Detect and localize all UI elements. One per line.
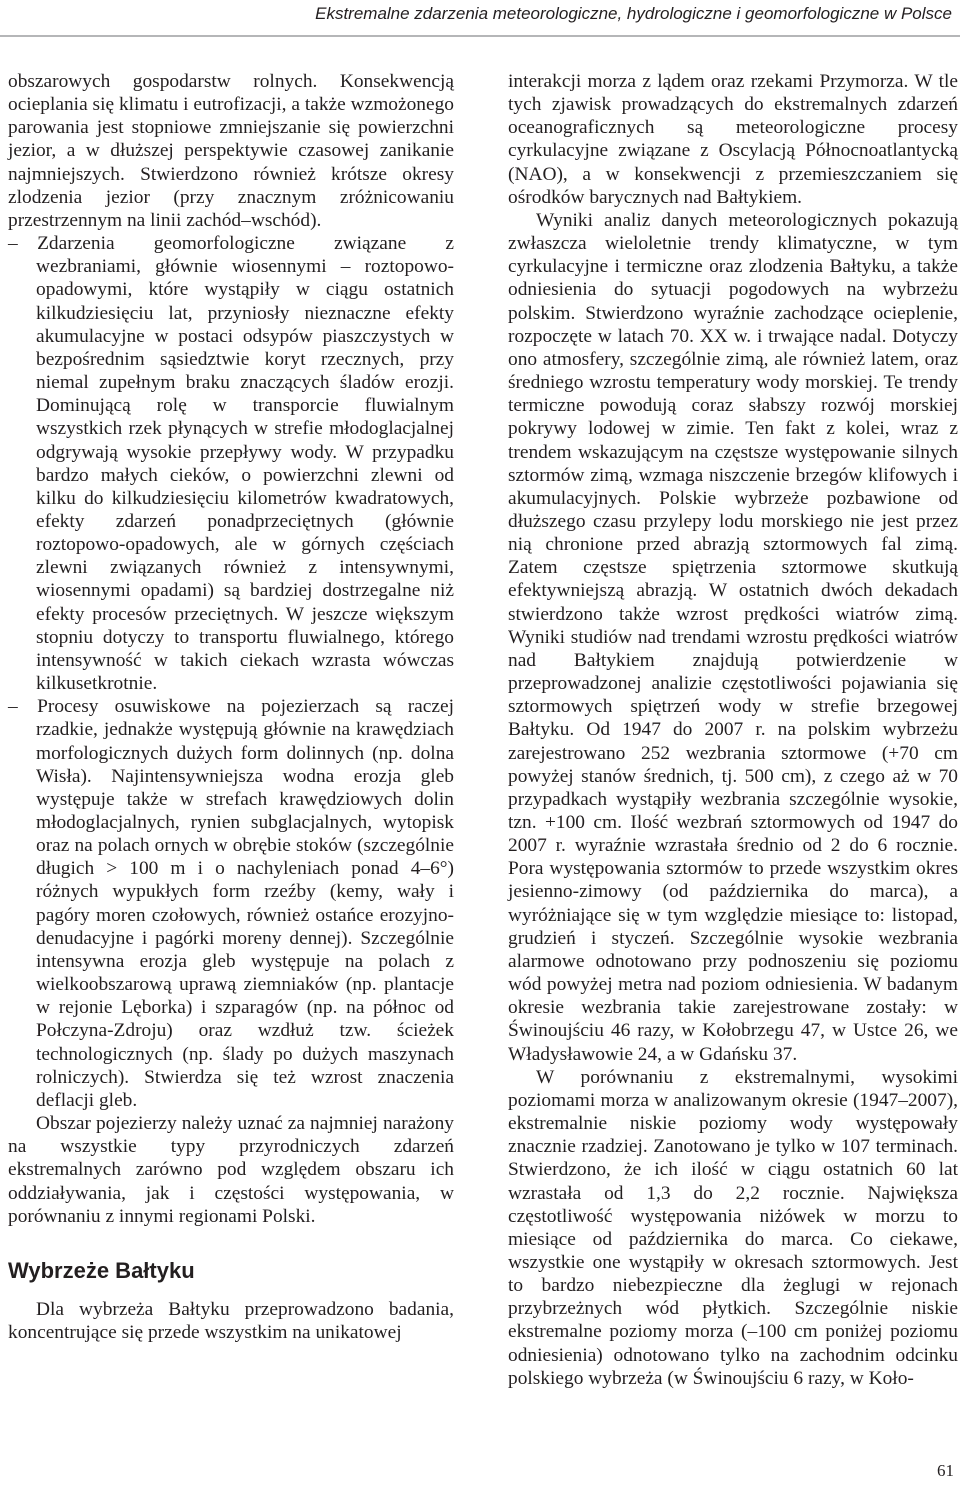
- running-header: Ekstremalne zdarzenia meteorologiczne, hydrologiczne i geomorfologiczne w Polsce: [315, 4, 952, 23]
- header-divider: [0, 35, 960, 37]
- paragraph: Obszar pojezierzy należy uznać za najmniej narażony na wszystkie typy przyrodniczych zdarzeń ekstremalnych zarówno pod względem obszaru ich oddziaływania, jak i częstości występowania, w porównaniu z innymi regionami Polski.: [8, 1113, 454, 1227]
- paragraph: Dla wybrzeża Bałtyku przeprowadzono badania, koncentrujące się przede wszystkim na unikatowej: [8, 1298, 454, 1343]
- page-number: 61: [937, 1461, 954, 1480]
- list-item: – Procesy osuwiskowe na pojezierzach są raczej rzadkie, jednakże występują głównie na krawędziach morfologicznych dużych form dolinnych (np. dolna Wisła). Najintensywniejsza wodna erozja gleb występuje także w strefach krawędziowych dolin młodoglacjalnych, rynien subglacjalnych, wytopisk oraz na polach ornych w obrębie stoków (szczególnie długich > 100 m i o nachyleniach ponad 4–6°) różnych wypukłych form rzeźby (kemy, wały i pagóry moren czołowych, również ostańce erozyjno-denudacyjne i pagórki moreny dennej). Szczególnie intensywna erozja gleb występuje na polach z wielkoobszarową uprawą ziemniaków (np. plantacje w rejonie Lęborka) i szparagów (np. na północ od Połczyna-Zdroju) oraz wzdłuż tzw. ścieżek technologicznych (np. ślady po dużych maszynach rolniczych). Stwierdza się też wzrost znaczenia deflacji gleb.: [8, 696, 454, 1111]
- paragraph: W porównaniu z ekstremalnymi, wysokimi poziomami morza w analizowanym okresie (1947–2007), ekstremalnie niskie poziomy wody występowały znacznie rzadziej. Zanotowano je tylko w 107 terminach. Stwierdzono, że ich ilość w ciągu ostatnich 60 lat wzrastała od 1,3 do 2,2 rocznie. Największa częstotliwość występowania niżówek w morzu to miesiące od października do marca. Co ciekawe, wszystkie one wystąpiły w okresach sztormowych. Jest to bardzo niebezpieczne dla żeglugi w rejonach przybrzeżnych wód płytkich. Szczególnie niskie ekstremalne poziomy morza (–100 cm poniżej poziomu odniesienia) odnotowano tylko na zachodnim odcinku polskiego wybrzeża (w Świnoujściu 6 razy, w Koło-: [508, 1066, 958, 1389]
- list-item: – Zdarzenia geomorfologiczne związane z wezbraniami, głównie wiosennymi – roztopowo-opadowymi, które wystąpiły w ciągu ostatnich kilkudziesięciu lat, przyniosły nieznaczne efekty akumulacyjne w postaci odsypów piaszczystych w bezpośrednim sąsiedztwie koryt rzecznych, przy niemal zupełnym braku znaczących śladów erozji. Dominującą rolę w transporcie fluwialnym wszystkich rzek płynących w strefie młodoglacjalnej odgrywają wysokie przepływy wody. W przypadku bardzo małych cieków, o powierzchni zlewni od kilku do kilkudziesięciu kilometrów kwadratowych, efekty zdarzeń ponadprzeciętnych (głównie roztopowo-opadowych, ale w górnych częściach zlewni związanych również z intensywnymi, wiosennymi opadami) są bardziej dostrzegalne niż efekty procesów przeciętnych. W jeszcze większym stopniu dotyczy to transportu fluwialnego, którego intensywność w takich ciekach wzrasta wówczas kilkusetkrotnie.: [8, 233, 454, 695]
- right-column: [508, 70, 958, 1390]
- section-heading: Wybrzeże Bałtyku: [8, 1257, 195, 1283]
- paragraph: obszarowych gospodarstw rolnych. Konsekwencją ocieplania się klimatu i eutrofizacji, a także wzmożonego parowania jest stopniowe zmniejszanie się powierzchni jezior, a w dłuższej perspektywie czasowej zanikanie najmniejszych. Stwierdzono również krótsze okresy zlodzenia jezior (przy znacznym zróżnicowaniu przestrzennym na linii zachód–wschód).: [8, 71, 454, 231]
- paragraph: interakcji morza z lądem oraz rzekami Przymorza. W tle tych zjawisk prowadzących do ekstremalnych zdarzeń oceanograficznych są meteorologiczne procesy cyrkulacyjne związane z Oscylacją Północnoatlantycką (NAO), a w konsekwencji z przemieszczaniem się ośrodków barycznych nad Bałtykiem.: [508, 71, 958, 208]
- paragraph: Wyniki analiz danych meteorologicznych pokazują zwłaszcza wieloletnie trendy klimatyczne, w tym cyrkulacyjne i termiczne oraz zlodzenia Bałtyku, a także odniesienia do sytuacji pogodowych na wybrzeżu polskim. Stwierdzono wyraźnie zachodzące ocieplenie, rozpoczęte w latach 70. XX w. i trwające nadal. Dotyczy ono atmosfery, szczególnie zimą, ale również latem, oraz średniego wzrostu temperatury wody morskiej. Te trendy termiczne powodują coraz słabszy rozwój morskiej pokrywy lodowej w zimie. Ten fakt z kolei, wraz z trendem wskazującym na częstsze występowanie silnych sztormów zimą, wzmaga niszczenie brzegów klifowych i akumulacyjnych. Polskie wybrzeże pozbawione od dłuższego czasu przylepy lodu morskiego nie jest przez nią chronione przed abrazją sztormowych fal zimą. Zatem częstsze spiętrzenia sztormowe skutkują efektywniejszą abrazją. W ostatnich dwóch dekadach stwierdzono także wzrost prędkości wiatrów zimą. Wyniki studiów nad trendami wzrostu prędkości wiatrów nad Bałtykiem znajdują potwierdzenie w przeprowadzonej analizie częstotliwości pojawiania się sztormowych spiętrzeń wody w strefie brzegowej Bałtyku. Od 1947 do 2007 r. na polskim wybrzeżu zarejestrowano 252 wezbrania sztormowe (+70 cm powyżej stanów średnich, tj. 500 cm), z czego aż w 70 przypadkach wystąpiły wezbrania szczególnie wysokie, tzn. +100 cm. Ilość wezbrań sztormowych od 1947 do 2007 r. wyraźnie wzrastała średnio od 2 do 6 rocznie. Pora występowania sztormów to przede wszystkim okres jesienno-zimowy (od października do marca), a wyróżniające się w tym względzie miesiące to: listopad, grudzień i styczeń. Szczególnie wysokie wezbrania alarmowe odnotowano przy podnoszeniu się poziomu wód powyżej metra nad poziom odniesienia. W badanym okresie wezbrania takie zarejestrowane zostały: w Świnoujściu 46 razy, w Kołobrzegu 47, w Ustce 26, we Władysławowie 24, a w Gdańsku 37.: [508, 209, 958, 1065]
- left-column: [8, 70, 454, 1344]
